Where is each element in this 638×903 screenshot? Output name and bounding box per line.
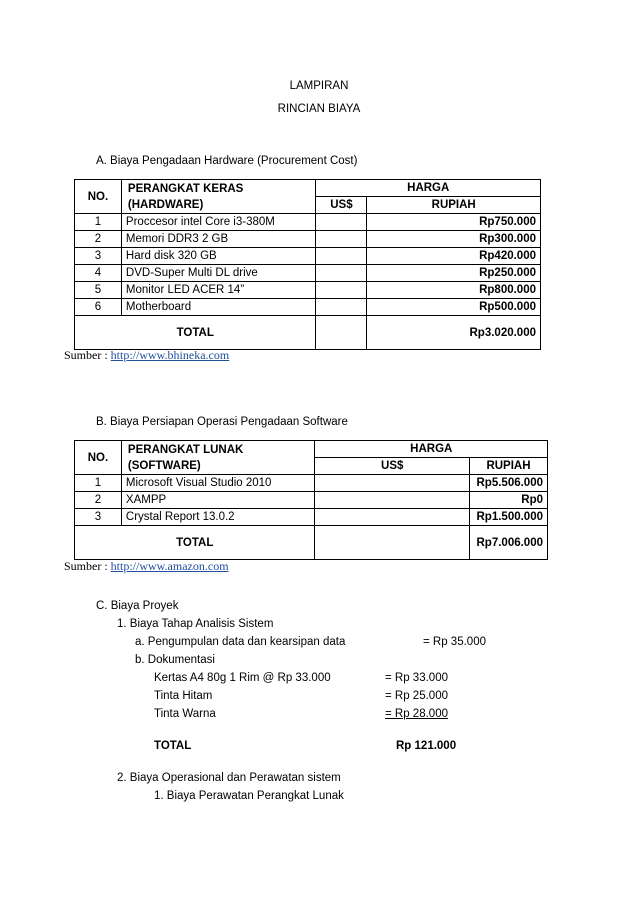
row-item: Hard disk 320 GB — [121, 248, 316, 265]
row-usd — [315, 509, 470, 526]
table-row — [75, 492, 548, 509]
total-label: TOTAL — [75, 316, 316, 350]
page-title: LAMPIRAN — [289, 80, 349, 92]
row-no: 2 — [75, 492, 122, 509]
total-row — [75, 316, 541, 350]
row-item: Motherboard — [121, 299, 316, 316]
page-subtitle: RINCIAN BIAYA — [277, 103, 361, 115]
source-link[interactable]: http://www.amazon.com — [110, 559, 229, 573]
section-b-heading: B. Biaya Persiapan Operasi Pengadaan Software — [96, 416, 348, 428]
source-link[interactable]: http://www.bhineka.com — [110, 348, 230, 362]
col-rupiah: RUPIAH — [469, 458, 547, 475]
total-usd — [316, 316, 367, 350]
col-usd: US$ — [316, 197, 367, 214]
table-row — [75, 509, 548, 526]
source-label: Sumber : — [64, 559, 111, 573]
table-row — [75, 265, 541, 282]
row-item: DVD-Super Multi DL drive — [121, 265, 316, 282]
row-item: Microsoft Visual Studio 2010 — [121, 475, 315, 492]
row-usd — [316, 299, 367, 316]
section-a-heading: A. Biaya Pengadaan Hardware (Procurement Cost) — [96, 155, 358, 167]
hardware-table — [74, 179, 541, 350]
project-item-1b: b. Dokumentasi — [135, 654, 215, 666]
doc-label: Kertas A4 80g 1 Rim @ Rp 33.000 — [154, 672, 331, 684]
row-rupiah: Rp800.000 — [367, 282, 541, 299]
row-usd — [315, 492, 470, 509]
total-value: Rp7.006.000 — [469, 526, 547, 560]
col-no: NO. — [75, 180, 122, 214]
col-price: HARGA — [316, 180, 541, 197]
row-usd — [316, 265, 367, 282]
section-c-heading: C. Biaya Proyek — [96, 600, 179, 612]
table-row — [75, 475, 548, 492]
row-usd — [316, 231, 367, 248]
project-item-1: 1. Biaya Tahap Analisis Sistem — [117, 618, 274, 630]
row-rupiah: Rp750.000 — [367, 214, 541, 231]
row-usd — [315, 475, 470, 492]
table-row — [75, 231, 541, 248]
doc-label: Tinta Hitam — [154, 690, 213, 702]
row-item: Memori DDR3 2 GB — [121, 231, 316, 248]
row-rupiah: Rp1.500.000 — [469, 509, 547, 526]
row-usd — [316, 214, 367, 231]
row-item: Crystal Report 13.0.2 — [121, 509, 315, 526]
total-value: Rp3.020.000 — [367, 316, 541, 350]
col-rupiah: RUPIAH — [367, 197, 541, 214]
project-total-value: Rp 121.000 — [396, 740, 457, 752]
row-no: 1 — [75, 475, 122, 492]
col-item: PERANGKAT KERAS (HARDWARE) — [121, 180, 316, 214]
project-total-label: TOTAL — [154, 740, 192, 752]
row-item: Monitor LED ACER 14” — [121, 282, 316, 299]
doc-value: = Rp 33.000 — [385, 672, 448, 684]
total-usd — [315, 526, 470, 560]
row-rupiah: Rp0 — [469, 492, 547, 509]
row-no: 4 — [75, 265, 122, 282]
total-label: TOTAL — [75, 526, 315, 560]
source-line-a — [64, 348, 229, 363]
source-line-b — [64, 559, 229, 574]
doc-value: = Rp 28.000 — [385, 708, 448, 720]
row-rupiah: Rp500.000 — [367, 299, 541, 316]
table-row — [75, 214, 541, 231]
row-no: 5 — [75, 282, 122, 299]
total-row — [75, 526, 548, 560]
row-no: 3 — [75, 509, 122, 526]
row-rupiah: Rp300.000 — [367, 231, 541, 248]
row-rupiah: Rp420.000 — [367, 248, 541, 265]
table-row — [75, 299, 541, 316]
project-item-1a: a. Pengumpulan data dan kearsipan data — [135, 636, 346, 648]
row-item: Proccesor intel Core i3-380M — [121, 214, 316, 231]
project-item-1a-value: = Rp 35.000 — [423, 636, 486, 648]
source-label: Sumber : — [64, 348, 111, 362]
row-usd — [316, 248, 367, 265]
project-item-2-1: 1. Biaya Perawatan Perangkat Lunak — [154, 790, 344, 802]
row-no: 1 — [75, 214, 122, 231]
doc-value: = Rp 25.000 — [385, 690, 448, 702]
row-usd — [316, 282, 367, 299]
row-rupiah: Rp5.506.000 — [469, 475, 547, 492]
row-no: 2 — [75, 231, 122, 248]
row-no: 3 — [75, 248, 122, 265]
table-row — [75, 248, 541, 265]
row-rupiah: Rp250.000 — [367, 265, 541, 282]
project-item-2: 2. Biaya Operasional dan Perawatan sistem — [117, 772, 341, 784]
table-row — [75, 282, 541, 299]
col-price: HARGA — [315, 441, 548, 458]
col-usd: US$ — [315, 458, 470, 475]
row-no: 6 — [75, 299, 122, 316]
doc-label: Tinta Warna — [154, 708, 216, 720]
software-table — [74, 440, 548, 560]
row-item: XAMPP — [121, 492, 315, 509]
col-item: PERANGKAT LUNAK (SOFTWARE) — [121, 441, 315, 475]
col-no: NO. — [75, 441, 122, 475]
